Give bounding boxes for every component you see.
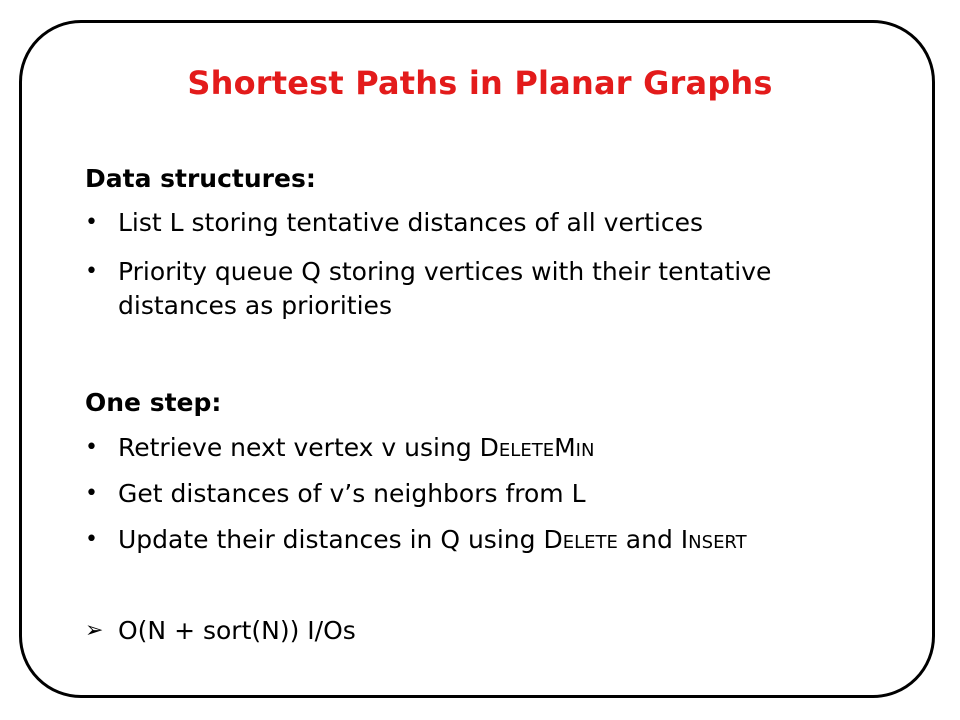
bullet-text: List L storing tentative distances of all vertices	[118, 208, 704, 237]
and-text: and	[617, 525, 681, 554]
bullet-text: Get distances of v’s neighbors from L	[118, 479, 586, 508]
op-m: M	[554, 433, 576, 462]
data-structures-heading: Data structures:	[85, 164, 316, 193]
op-d: D	[479, 433, 499, 462]
bullet-text-lead: Update their distances in Q using	[118, 525, 544, 554]
op-nsert: NSERT	[688, 532, 747, 553]
arrow-right-icon: ➢	[85, 618, 104, 643]
slide-title: Shortest Paths in Planar Graphs	[187, 64, 773, 102]
bullet-text: Priority queue Q storing vertices with their tentative distances as priorities	[118, 257, 772, 320]
op-elete: ELETE	[498, 440, 555, 461]
bullet-text	[118, 431, 878, 468]
bullet-icon: •	[85, 435, 98, 460]
slide-frame	[19, 20, 935, 698]
one-step-heading: One step:	[85, 388, 222, 417]
bullet-icon: •	[85, 259, 98, 284]
op-in: IN	[575, 440, 595, 461]
op-elete: ELETE	[562, 532, 618, 553]
bullet-icon: •	[85, 210, 98, 235]
result-text: O(N + sort(N)) I/Os	[118, 616, 356, 645]
op-i: I	[680, 525, 689, 554]
op-d: D	[543, 525, 563, 554]
bullet-icon: •	[85, 481, 98, 506]
bullet-text-lead: Retrieve next vertex v using	[118, 433, 480, 462]
bullet-icon: •	[85, 527, 98, 552]
bullet-text	[118, 523, 878, 560]
